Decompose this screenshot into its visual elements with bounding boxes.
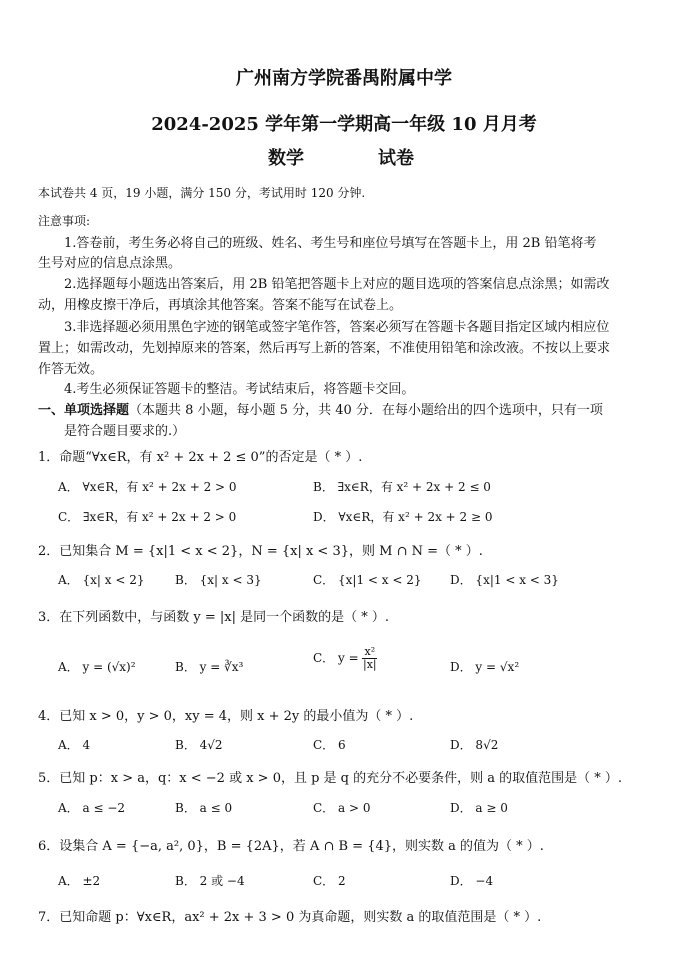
question-7: 7．已知命题 p：∀x∈R，ax² + 2x + 3 > 0 为真命题，则实数 a 的取值范围是（ * ）. bbox=[38, 910, 542, 925]
note-2-line-2: 动，用橡皮擦干净后，再填涂其他答案。答案不能写在试卷上。 bbox=[38, 298, 403, 313]
note-1-line-1: 1.答卷前，考生务必将自己的班级、姓名、考生号和座位号填写在答题卡上，用 2B 铅笔将考 bbox=[64, 236, 597, 251]
question-6: 6．设集合 A = {−a, a², 0}，B = {2A}，若 A ∩ B = {4}，则实数 a 的值为（ * ）. bbox=[38, 839, 544, 854]
q6-option-b: B． 2 或 −4 bbox=[175, 874, 245, 888]
q3c-numerator: x² bbox=[364, 645, 376, 658]
q3-option-d: D． y = √x² bbox=[450, 660, 520, 674]
section-desc-cont: 是符合题目要求的.） bbox=[64, 424, 186, 439]
q6-option-d: D． −4 bbox=[450, 874, 494, 888]
q1-option-c: C． ∃x∈R，有 x² + 2x + 2 > 0 bbox=[58, 510, 237, 524]
note-1-line-2: 生号对应的信息点涂黑。 bbox=[38, 256, 182, 271]
note-2-line-1: 2.选择题每小题选出答案后，用 2B 铅笔把答题卡上对应的题目选项的答案信息点涂黑；如需改 bbox=[64, 277, 610, 292]
question-4: 4．已知 x > 0，y > 0，xy = 4，则 x + 2y 的最小值为（ * ）. bbox=[38, 709, 414, 724]
q3c-denominator: |x| bbox=[362, 658, 377, 671]
q2-option-d: D． {x|1 < x < 3} bbox=[450, 573, 559, 587]
section-heading bbox=[38, 399, 603, 418]
intro-text: 本试卷共 4 页，19 小题，满分 150 分，考试用时 120 分钟. bbox=[38, 186, 366, 200]
q4-option-a: A． 4 bbox=[58, 738, 91, 752]
q5-option-d: D． a ≥ 0 bbox=[450, 801, 508, 815]
exam-title: 2024-2025 学年第一学期高一年级 10 月月考 bbox=[151, 114, 537, 135]
note-3-line-2: 置上；如需改动，先划掉原来的答案，然后再写上新的答案，不准使用铅笔和涂改液。不按以上要求 bbox=[38, 341, 611, 356]
note-3-line-3: 作答无效。 bbox=[38, 362, 104, 377]
q1-option-b: B． ∃x∈R，有 x² + 2x + 2 ≤ 0 bbox=[313, 480, 491, 494]
note-3-line-1: 3.非选择题必须用黑色字迹的钢笔或签字笔作答，答案必须写在答题卡各题目指定区域内相应位 bbox=[64, 320, 610, 335]
q3c-prefix: C． y = bbox=[313, 651, 359, 665]
q3c-fraction bbox=[362, 646, 377, 671]
q3-option-b: B． y = ∛x³ bbox=[175, 660, 244, 674]
subject-label: 数学 bbox=[268, 148, 304, 169]
q1-option-d: D． ∀x∈R，有 x² + 2x + 2 ≥ 0 bbox=[313, 510, 493, 524]
q5-option-c: C． a > 0 bbox=[313, 801, 371, 815]
q5-option-b: B． a ≤ 0 bbox=[175, 801, 233, 815]
question-5: 5．已知 p：x > a，q：x < −2 或 x > 0，且 p 是 q 的充分不必要条件，则 a 的取值范围是（ * ）. bbox=[38, 771, 623, 786]
q3-option-c bbox=[313, 646, 377, 671]
q2-option-a: A． {x| x < 2} bbox=[58, 573, 145, 587]
q6-option-a: A． ±2 bbox=[58, 874, 101, 888]
section-desc: （本题共 8 小题，每小题 5 分，共 40 分．在每小题给出的四个选项中，只有一项 bbox=[129, 403, 603, 418]
notes-title: 注意事项: bbox=[38, 214, 91, 228]
q2-option-b: B． {x| x < 3} bbox=[175, 573, 262, 587]
q5-option-a: A． a ≤ −2 bbox=[58, 801, 126, 815]
q1-option-a: A． ∀x∈R，有 x² + 2x + 2 > 0 bbox=[58, 480, 237, 494]
question-3: 3．在下列函数中，与函数 y = |x| 是同一个函数的是（ * ）. bbox=[38, 610, 390, 625]
paper-label: 试卷 bbox=[378, 148, 414, 169]
q6-option-c: C． 2 bbox=[313, 874, 346, 888]
school-name: 广州南方学院番禺附属中学 bbox=[236, 68, 452, 89]
question-2: 2．已知集合 M = {x|1 < x < 2}，N = {x| x < 3}，则 M ∩ N =（ * ）. bbox=[38, 544, 483, 559]
section-title: 一、单项选择题 bbox=[38, 403, 130, 418]
q2-option-c: C． {x|1 < x < 2} bbox=[313, 573, 422, 587]
note-4: 4.考生必须保证答题卡的整洁。考试结束后，将答题卡交回。 bbox=[64, 382, 415, 397]
q4-option-b: B． 4√2 bbox=[175, 738, 223, 752]
q4-option-d: D． 8√2 bbox=[450, 738, 499, 752]
question-1: 1．命题“∀x∈R，有 x² + 2x + 2 ≤ 0”的否定是（ * ）. bbox=[38, 450, 363, 465]
q3-option-a: A． y = (√x)² bbox=[58, 660, 136, 674]
q4-option-c: C． 6 bbox=[313, 738, 346, 752]
